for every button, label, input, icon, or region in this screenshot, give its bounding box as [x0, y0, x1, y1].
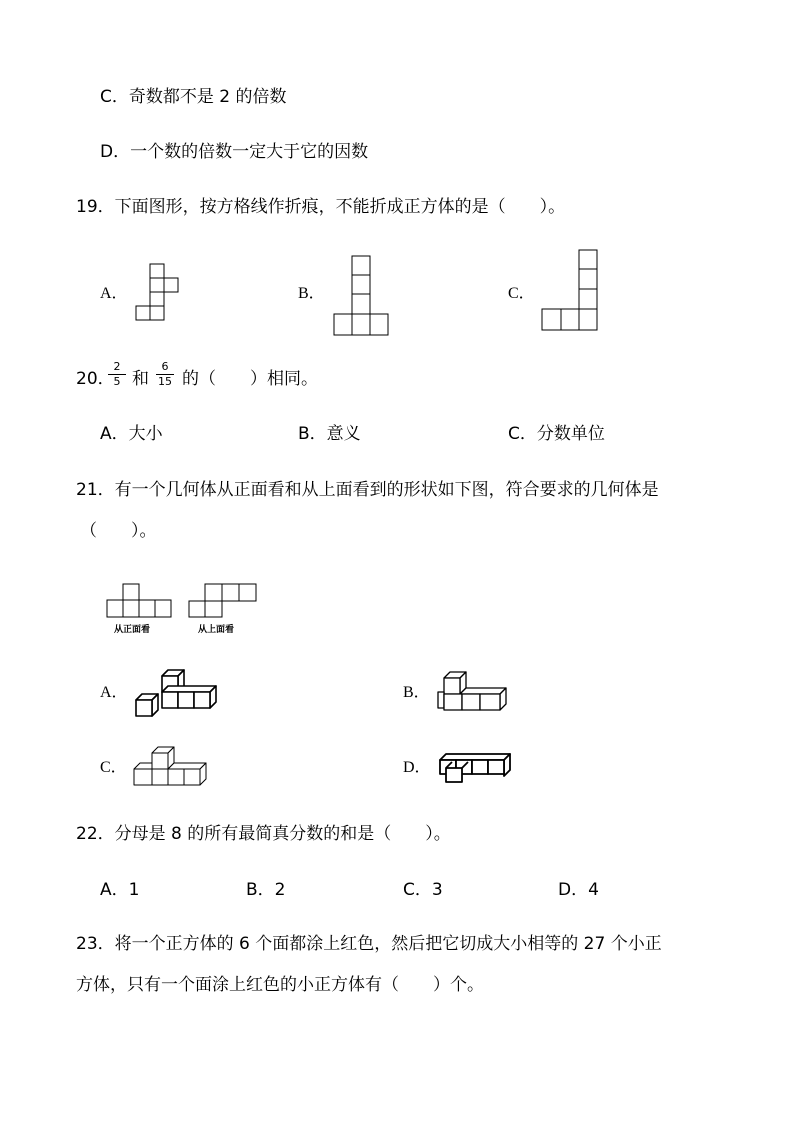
q22-option-a: A．1 [100, 880, 140, 900]
q21-top-view [188, 582, 260, 622]
q19-net-c [540, 248, 602, 334]
q21-solid-a [132, 668, 224, 718]
q20-number: 20． [76, 369, 115, 389]
q22-option-b: B．2 [246, 880, 286, 900]
q20-fraction-2-numerator: 6 [156, 361, 174, 375]
q21-front-view-caption: 从正面看 [114, 625, 151, 635]
q21-label-a: A． [100, 684, 128, 701]
q21-solid-c [130, 745, 210, 791]
q18-option-d: D．一个数的倍数一定大于它的因数 [100, 142, 369, 162]
q20-option-c: C．分数单位 [508, 424, 605, 444]
q21-stem-line1: 21．有一个几何体从正面看和从上面看到的形状如下图，符合要求的几何体是 [76, 480, 659, 500]
q20-fraction-1 [108, 361, 126, 388]
q22-option-d: D．4 [558, 880, 599, 900]
q21-label-b: B． [403, 684, 430, 701]
q20-stem-tail: 的（ ）相同。 [182, 369, 318, 389]
q20-option-a: A．大小 [100, 424, 163, 444]
q20-fraction-1-numerator: 2 [108, 361, 126, 375]
q23-stem-line2: 方体，只有一个面涂上红色的小正方体有（ ）个。 [76, 975, 484, 995]
q20-fraction-1-denominator: 5 [113, 375, 121, 388]
q23-stem-line1: 23．将一个正方体的 6 个面都涂上红色，然后把它切成大小相等的 27 个小正 [76, 934, 662, 954]
q19-net-b [332, 254, 392, 338]
q20-fraction-2-denominator: 15 [158, 375, 172, 388]
q19-label-c: C． [508, 285, 535, 302]
q20-option-b: B．意义 [298, 424, 361, 444]
q18-option-c: C．奇数都不是 2 的倍数 [100, 87, 287, 107]
q19-label-a: A． [100, 285, 128, 302]
q19-net-a [134, 262, 184, 324]
q20-and: 和 [132, 369, 149, 389]
q19-label-b: B． [298, 285, 325, 302]
q21-label-c: C． [100, 759, 127, 776]
q21-front-view [106, 582, 176, 622]
q21-stem-line2: （ ）。 [80, 521, 157, 541]
q21-top-view-caption: 从上面看 [198, 625, 235, 635]
q20-fraction-2 [156, 361, 174, 388]
q21-label-d: D． [403, 759, 431, 776]
q21-solid-b [434, 668, 512, 716]
q21-solid-d [436, 750, 516, 786]
q22-option-c: C．3 [403, 880, 443, 900]
q19-stem: 19．下面图形，按方格线作折痕，不能折成正方体的是（ ）。 [76, 197, 566, 217]
q22-stem: 22．分母是 8 的所有最简真分数的和是（ ）。 [76, 824, 451, 844]
